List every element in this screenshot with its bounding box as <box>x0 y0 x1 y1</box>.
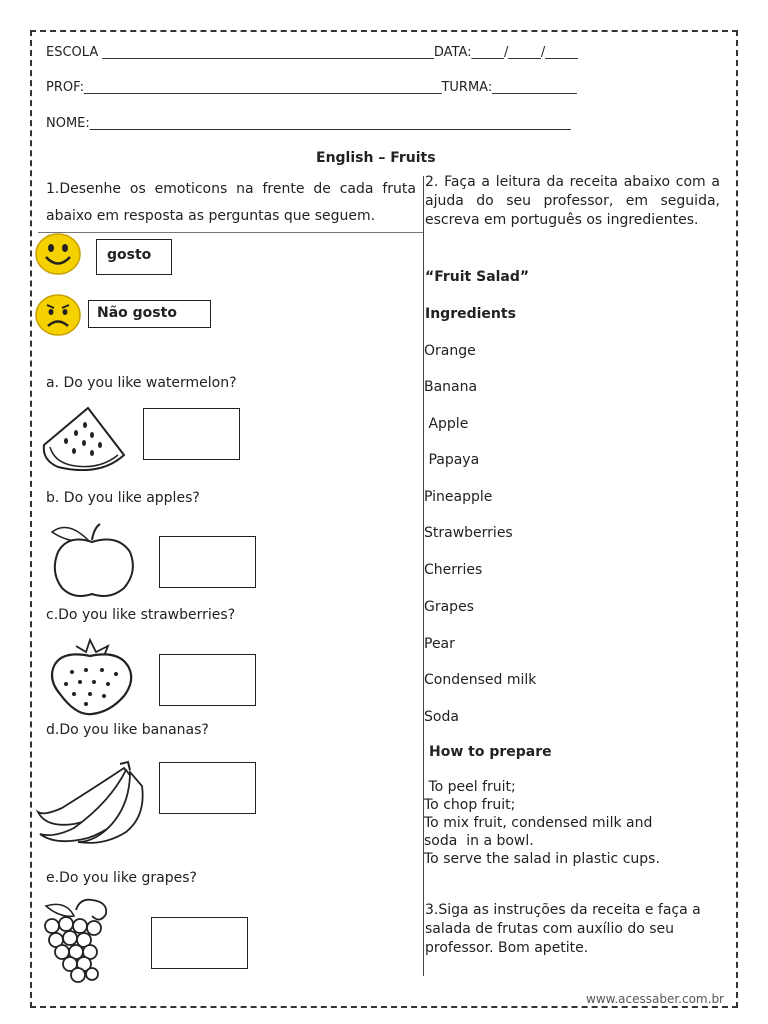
strawberry-icon <box>46 636 136 718</box>
answer-box-grapes[interactable] <box>151 917 248 969</box>
banana-icon <box>34 758 148 844</box>
prepare-step: To chop fruit; <box>424 797 516 813</box>
ingredient-item: Condensed milk <box>424 672 537 688</box>
question-c: c.Do you like strawberries? <box>46 607 236 623</box>
ingredient-item: Pear <box>424 636 455 652</box>
question-e: e.Do you like grapes? <box>46 870 197 886</box>
prepare-step: To mix fruit, condensed milk and <box>424 815 653 831</box>
prepare-step: To serve the salad in plastic cups. <box>424 851 660 867</box>
question-b: b. Do you like apples? <box>46 490 200 506</box>
ingredient-item: Soda <box>424 709 459 725</box>
ingredient-item: Pineapple <box>424 489 493 505</box>
answer-box-strawberry[interactable] <box>159 654 256 706</box>
ingredients-heading: Ingredients <box>425 306 516 322</box>
footer-url[interactable]: www.acessaber.com.br <box>586 992 724 1006</box>
ingredient-item: Banana <box>424 379 478 395</box>
answer-box-apple[interactable] <box>159 536 256 588</box>
happy-face-icon <box>34 232 82 276</box>
page-title: English – Fruits <box>316 150 436 166</box>
answer-box-banana[interactable] <box>159 762 256 814</box>
recipe-title: “Fruit Salad” <box>425 269 530 285</box>
sad-face-icon <box>34 293 82 337</box>
ingredient-item: Cherries <box>424 562 483 578</box>
prof-line: PROF:_______________________________________________________TURMA:_____________ <box>46 80 577 95</box>
instruction-3: 3.Siga as instruções da receita e faça a salada de frutas com auxílio do seu professor. Bom apetite. <box>425 902 701 956</box>
answer-box-watermelon[interactable] <box>143 408 240 460</box>
prepare-heading: How to prepare <box>429 744 552 760</box>
instruction-underline <box>38 232 423 233</box>
ingredient-item: Orange <box>424 343 476 359</box>
grapes-icon <box>36 896 118 984</box>
question-a: a. Do you like watermelon? <box>46 375 237 391</box>
ingredient-item: Apple <box>424 416 469 432</box>
escola-line: ESCOLA ___________________________________________________DATA:_____/_____/_____ <box>46 45 578 60</box>
prepare-step: To peel fruit; <box>424 779 516 795</box>
ingredient-item: Strawberries <box>424 525 513 541</box>
legend-dislike-label: Não gosto <box>97 305 177 321</box>
instruction-1: 1.Desenhe os emoticons na frente de cada fruta abaixo em resposta as perguntas que seguem. <box>46 181 416 224</box>
legend-like-label: gosto <box>107 247 152 263</box>
legend-like-box <box>96 239 172 275</box>
legend-dislike-box <box>88 300 211 328</box>
ingredient-item: Papaya <box>424 452 480 468</box>
prepare-step: soda in a bowl. <box>424 833 534 849</box>
instruction-2: 2. Faça a leitura da receita abaixo com a ajuda do seu professor, em seguida, escreva em português os ingredientes. <box>425 174 720 228</box>
question-d: d.Do you like bananas? <box>46 722 209 738</box>
apple-icon <box>48 518 140 600</box>
nome-line: NOME:__________________________________________________________________________ <box>46 116 571 131</box>
ingredient-item: Grapes <box>424 599 474 615</box>
watermelon-icon <box>40 405 128 471</box>
